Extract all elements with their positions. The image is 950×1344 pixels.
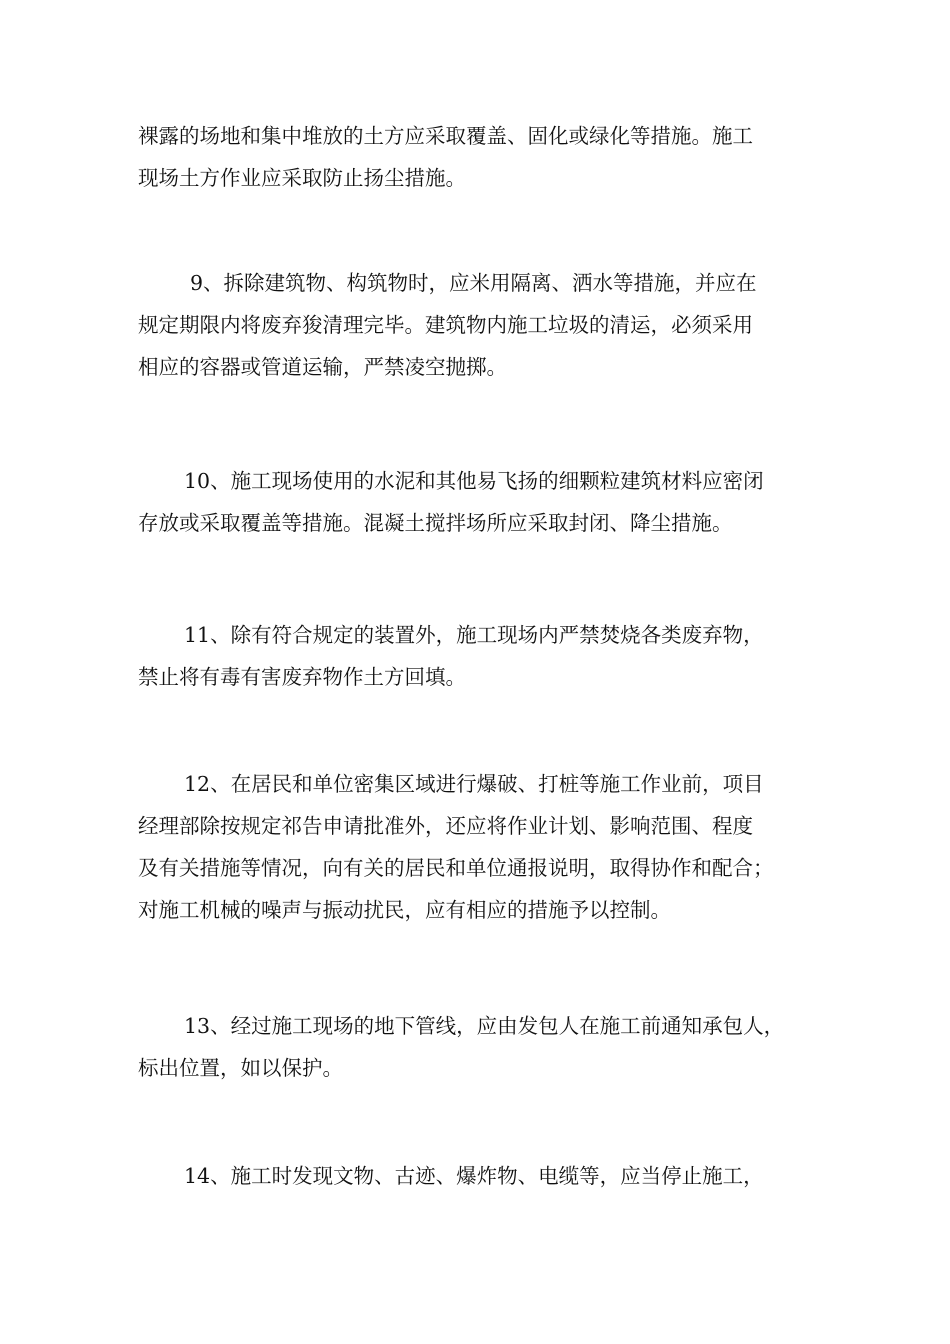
text-line: 12、在居民和单位密集区域进行爆破、打桩等施工作业前，项目 xyxy=(184,772,764,796)
text-line: 相应的容器或管道运输，严禁凌空抛掷。 xyxy=(138,355,507,379)
text-line: 9、拆除建筑物、构筑物时，应米用隔离、洒水等措施，并应在 xyxy=(190,271,757,295)
text-line: 对施工机械的噪声与振动扰民，应有相应的措施予以控制。 xyxy=(138,898,671,922)
text-line: 经理部除按规定祁告申请批准外，还应将作业计划、影响范围、程度 xyxy=(138,814,753,838)
text-line: 存放或采取覆盖等措施。混凝土搅拌场所应采取封闭、降尘措施。 xyxy=(138,511,733,535)
text-line: 14、施工时发现文物、古迹、爆炸物、电缆等，应当停止施工， xyxy=(184,1164,764,1188)
text-line: 禁止将有毒有害废弃物作土方回填。 xyxy=(138,665,466,689)
paragraph-10 xyxy=(138,460,828,544)
paragraph-11 xyxy=(138,614,828,698)
text-line: 裸露的场地和集中堆放的土方应采取覆盖、固化或绿化等措施。施工 xyxy=(138,124,753,148)
paragraph-continued xyxy=(138,115,828,199)
paragraph-14 xyxy=(138,1155,828,1197)
text-line: 11、除有符合规定的装置外，施工现场内严禁焚烧各类废弃物， xyxy=(184,623,764,647)
text-line: 及有关措施等情况，向有关的居民和单位通报说明，取得协作和配合； xyxy=(138,856,774,880)
text-line: 现场土方作业应采取防止扬尘措施。 xyxy=(138,166,466,190)
text-line: 13、经过施工现场的地下管线，应由发包人在施工前通知承包人， xyxy=(184,1014,785,1038)
text-line: 规定期限内将废弃狻清理完毕。建筑物内施工垃圾的清运，必须采用 xyxy=(138,313,753,337)
text-line: 标出位置，如以保护。 xyxy=(138,1056,343,1080)
paragraph-9 xyxy=(138,262,828,388)
text-line: 10、施工现场使用的水泥和其他易飞扬的细颗粒建筑材料应密闭 xyxy=(184,469,764,493)
paragraph-13 xyxy=(138,1005,828,1089)
paragraph-12 xyxy=(138,763,828,931)
